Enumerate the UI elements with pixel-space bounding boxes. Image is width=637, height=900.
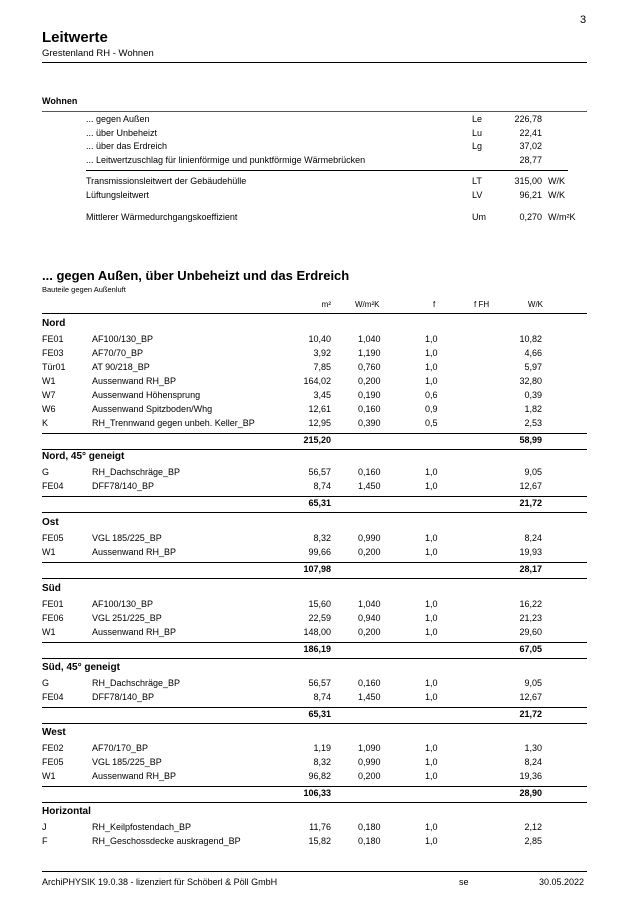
row-u: 0,940 xyxy=(358,613,381,623)
row-wk: 21,23 xyxy=(519,613,542,623)
row-f: 1,0 xyxy=(425,757,438,767)
row-f: 1,0 xyxy=(425,533,438,543)
section-end-line xyxy=(42,802,587,803)
row-code: W1 xyxy=(42,547,56,557)
row-u: 0,160 xyxy=(358,678,381,688)
row-u: 0,190 xyxy=(358,390,381,400)
section-sum-wk: 21,72 xyxy=(519,709,542,719)
row-f: 1,0 xyxy=(425,836,438,846)
row-code: FE03 xyxy=(42,348,64,358)
row-code: FE02 xyxy=(42,743,64,753)
footer-divider xyxy=(42,871,587,872)
row-wk: 32,80 xyxy=(519,376,542,386)
row-element: VGL 185/225_BP xyxy=(92,757,162,767)
section-sum-wk: 67,05 xyxy=(519,644,542,654)
row-wk: 19,93 xyxy=(519,547,542,557)
row-area: 7,85 xyxy=(313,362,331,372)
row-wk: 1,30 xyxy=(524,743,542,753)
row-u: 0,180 xyxy=(358,836,381,846)
row-wk: 12,67 xyxy=(519,692,542,702)
row-u: 1,040 xyxy=(358,599,381,609)
row-wk: 8,24 xyxy=(524,757,542,767)
summary-symbol: LV xyxy=(472,190,483,200)
row-element: Aussenwand RH_BP xyxy=(92,771,177,781)
row-element: DFF78/140_BP xyxy=(92,481,155,491)
row-element: VGL 185/225_BP xyxy=(92,533,162,543)
section-sum-wk: 28,90 xyxy=(519,788,542,798)
row-element: RH_Keilpfostendach_BP xyxy=(92,822,192,832)
summary-value: 0,270 xyxy=(519,212,542,222)
row-f: 1,0 xyxy=(425,678,438,688)
summary-unit: W/K xyxy=(548,176,565,186)
page-subtitle: Grestenland RH - Wohnen xyxy=(42,48,154,59)
section-end-line xyxy=(42,723,587,724)
row-area: 8,32 xyxy=(313,533,331,543)
section-sum-area: 106,33 xyxy=(303,788,331,798)
row-f: 1,0 xyxy=(425,627,438,637)
summary-symbol: Lu xyxy=(472,127,483,138)
row-element: AF70/170_BP xyxy=(92,743,149,753)
row-code: K xyxy=(42,418,49,428)
summary-symbol: Um xyxy=(472,212,486,222)
row-area: 8,32 xyxy=(313,757,331,767)
row-wk: 2,12 xyxy=(524,822,542,832)
row-u: 0,200 xyxy=(358,771,381,781)
row-area: 12,61 xyxy=(308,404,331,414)
row-element: AF70/70_BP xyxy=(92,348,144,358)
summary-value: 22,41 xyxy=(519,127,542,138)
detail-heading: ... gegen Außen, über Unbeheizt und das Erdreich xyxy=(42,268,350,283)
section-sum-line xyxy=(42,786,587,787)
section-sum-wk: 58,99 xyxy=(519,435,542,445)
summary-value: 315,00 xyxy=(514,176,542,186)
row-f: 0,9 xyxy=(425,404,438,414)
row-area: 12,95 xyxy=(308,418,331,428)
section-sum-line xyxy=(42,433,587,434)
row-u: 0,200 xyxy=(358,627,381,637)
row-f: 1,0 xyxy=(425,467,438,477)
row-area: 10,40 xyxy=(308,334,331,344)
summary-label: Mittlerer Wärmedurchgangskoeffizient xyxy=(86,212,238,222)
section-end-line xyxy=(42,449,587,450)
section-end-line xyxy=(42,578,587,579)
col-wk-header: W/K xyxy=(527,300,543,309)
col-ffh-header: f FH xyxy=(474,300,490,309)
row-f: 1,0 xyxy=(425,743,438,753)
row-element: AT 90/218_BP xyxy=(92,362,150,372)
section-sum-line xyxy=(42,707,587,708)
row-code: W6 xyxy=(42,404,56,414)
section-end-line xyxy=(42,658,587,659)
row-u: 0,760 xyxy=(358,362,381,372)
section-heading: Nord xyxy=(42,318,66,329)
row-wk: 5,97 xyxy=(524,362,542,372)
section-end-line xyxy=(42,512,587,513)
row-code: FE01 xyxy=(42,334,64,344)
section-heading: West xyxy=(42,727,66,738)
row-f: 1,0 xyxy=(425,613,438,623)
summary-label: ... gegen Außen xyxy=(86,114,150,124)
row-element: Aussenwand Spitzboden/Whg xyxy=(92,404,213,414)
row-area: 22,59 xyxy=(308,613,331,623)
row-code: FE04 xyxy=(42,692,64,702)
section-heading: Ost xyxy=(42,517,59,528)
row-area: 3,45 xyxy=(313,390,331,400)
row-f: 1,0 xyxy=(425,822,438,832)
row-f: 1,0 xyxy=(425,547,438,557)
section-sum-line xyxy=(42,562,587,563)
footer-date: 30.05.2022 xyxy=(539,877,585,887)
row-f: 1,0 xyxy=(425,362,438,372)
summary-subtotal-line xyxy=(86,170,568,171)
summary-value: 226,78 xyxy=(514,114,542,124)
summary-unit: W/m²K xyxy=(548,212,576,222)
row-code: FE01 xyxy=(42,599,64,609)
row-f: 1,0 xyxy=(425,771,438,781)
row-area: 56,57 xyxy=(308,467,331,477)
row-code: J xyxy=(42,822,47,832)
row-area: 8,74 xyxy=(313,692,331,702)
row-code: FE05 xyxy=(42,757,64,767)
section-sum-wk: 28,17 xyxy=(519,564,542,574)
row-area: 3,92 xyxy=(313,348,331,358)
footer-mid: se xyxy=(459,877,469,887)
row-code: W7 xyxy=(42,390,56,400)
summary-value: 96,21 xyxy=(519,190,542,200)
row-area: 164,02 xyxy=(303,376,331,386)
row-element: Aussenwand RH_BP xyxy=(92,627,177,637)
row-f: 0,6 xyxy=(425,390,438,400)
row-f: 0,5 xyxy=(425,418,438,428)
section-sum-area: 186,19 xyxy=(303,644,331,654)
row-u: 0,160 xyxy=(358,404,381,414)
col-area-header: m² xyxy=(321,300,331,309)
header-divider xyxy=(42,62,587,63)
row-area: 15,60 xyxy=(308,599,331,609)
row-element: VGL 251/225_BP xyxy=(92,613,162,623)
row-element: Aussenwand Höhensprung xyxy=(92,390,201,400)
page-number: 3 xyxy=(580,14,587,26)
row-f: 1,0 xyxy=(425,334,438,344)
detail-subheading: Bauteile gegen Außenluft xyxy=(42,285,126,294)
section-sum-line xyxy=(42,496,587,497)
section-heading: Horizontal xyxy=(42,806,91,817)
row-code: W1 xyxy=(42,771,56,781)
summary-symbol: Lg xyxy=(472,141,483,151)
summary-label: ... über Unbeheizt xyxy=(86,127,158,138)
row-u: 0,390 xyxy=(358,418,381,428)
row-element: RH_Geschossdecke auskragend_BP xyxy=(92,836,241,846)
row-element: RH_Dachschräge_BP xyxy=(92,678,181,688)
row-wk: 9,05 xyxy=(524,678,542,688)
row-code: FE05 xyxy=(42,533,64,543)
row-element: Aussenwand RH_BP xyxy=(92,547,177,557)
col-f-header: f xyxy=(433,300,436,309)
row-area: 11,76 xyxy=(309,822,331,832)
summary-value: 37,02 xyxy=(519,141,542,151)
row-wk: 19,36 xyxy=(519,771,542,781)
column-header-divider xyxy=(42,313,587,314)
row-u: 0,180 xyxy=(358,822,381,832)
row-element: DFF78/140_BP xyxy=(92,692,155,702)
summary-label: Lüftungsleitwert xyxy=(86,190,150,200)
row-u: 0,200 xyxy=(358,547,381,557)
row-f: 1,0 xyxy=(425,599,438,609)
summary-label: Transmissionsleitwert der Gebäudehülle xyxy=(86,176,247,186)
row-wk: 8,24 xyxy=(524,533,542,543)
row-code: G xyxy=(42,467,50,477)
section-sum-wk: 21,72 xyxy=(519,498,542,508)
row-element: AF100/130_BP xyxy=(92,334,154,344)
row-element: Aussenwand RH_BP xyxy=(92,376,177,386)
row-wk: 2,53 xyxy=(524,418,542,428)
row-code: F xyxy=(42,836,48,846)
section-sum-area: 107,98 xyxy=(303,564,331,574)
row-code: FE06 xyxy=(42,613,64,623)
summary-divider xyxy=(42,111,587,112)
col-u-header: W/m²K xyxy=(355,300,380,309)
row-element: RH_Dachschräge_BP xyxy=(92,467,181,477)
row-f: 1,0 xyxy=(425,348,438,358)
section-sum-area: 215,20 xyxy=(303,435,331,445)
row-code: G xyxy=(42,678,50,688)
row-code: Tür01 xyxy=(42,362,66,372)
row-wk: 16,22 xyxy=(519,599,542,609)
row-area: 56,57 xyxy=(308,678,331,688)
row-wk: 9,05 xyxy=(524,467,542,477)
summary-label: ... Leitwertzuschlag für linienförmige und punktförmige Wärmebrücken xyxy=(86,154,366,165)
row-area: 1,19 xyxy=(313,743,331,753)
summary-label: ... über das Erdreich xyxy=(86,141,168,151)
row-area: 99,66 xyxy=(308,547,331,557)
row-area: 8,74 xyxy=(313,481,331,491)
row-f: 1,0 xyxy=(425,481,438,491)
row-wk: 1,82 xyxy=(524,404,542,414)
row-wk: 12,67 xyxy=(519,481,542,491)
row-f: 1,0 xyxy=(425,692,438,702)
section-sum-line xyxy=(42,642,587,643)
row-wk: 2,85 xyxy=(524,836,542,846)
row-code: W1 xyxy=(42,627,56,637)
row-u: 1,090 xyxy=(358,743,381,753)
section-heading: Süd xyxy=(42,583,61,594)
section-sum-area: 65,31 xyxy=(308,498,331,508)
row-u: 1,190 xyxy=(358,348,381,358)
row-wk: 4,66 xyxy=(524,348,542,358)
summary-symbol: LT xyxy=(472,176,482,186)
row-element: AF100/130_BP xyxy=(92,599,154,609)
row-code: W1 xyxy=(42,376,56,386)
row-u: 0,160 xyxy=(358,467,381,477)
page-title: Leitwerte xyxy=(42,29,108,46)
row-u: 1,040 xyxy=(358,334,381,344)
summary-heading: Wohnen xyxy=(42,96,78,106)
row-u: 0,990 xyxy=(358,757,381,767)
row-u: 1,450 xyxy=(358,481,381,491)
row-area: 96,82 xyxy=(308,771,331,781)
row-wk: 29,60 xyxy=(519,627,542,637)
row-u: 0,200 xyxy=(358,376,381,386)
row-u: 1,450 xyxy=(358,692,381,702)
row-wk: 0,39 xyxy=(524,390,542,400)
row-wk: 10,82 xyxy=(519,334,542,344)
row-code: FE04 xyxy=(42,481,64,491)
section-heading: Nord, 45° geneigt xyxy=(42,451,125,462)
summary-value: 28,77 xyxy=(519,154,542,165)
row-element: RH_Trennwand gegen unbeh. Keller_BP xyxy=(92,418,255,428)
section-heading: Süd, 45° geneigt xyxy=(42,662,120,673)
section-sum-area: 65,31 xyxy=(308,709,331,719)
summary-unit: W/K xyxy=(548,190,565,200)
summary-symbol: Le xyxy=(472,114,483,124)
row-u: 0,990 xyxy=(358,533,381,543)
row-f: 1,0 xyxy=(425,376,438,386)
row-area: 15,82 xyxy=(308,836,331,846)
row-area: 148,00 xyxy=(303,627,331,637)
footer-left: ArchiPHYSIK 19.0.38 - lizenziert für Schöberl & Pöll GmbH xyxy=(42,877,278,887)
